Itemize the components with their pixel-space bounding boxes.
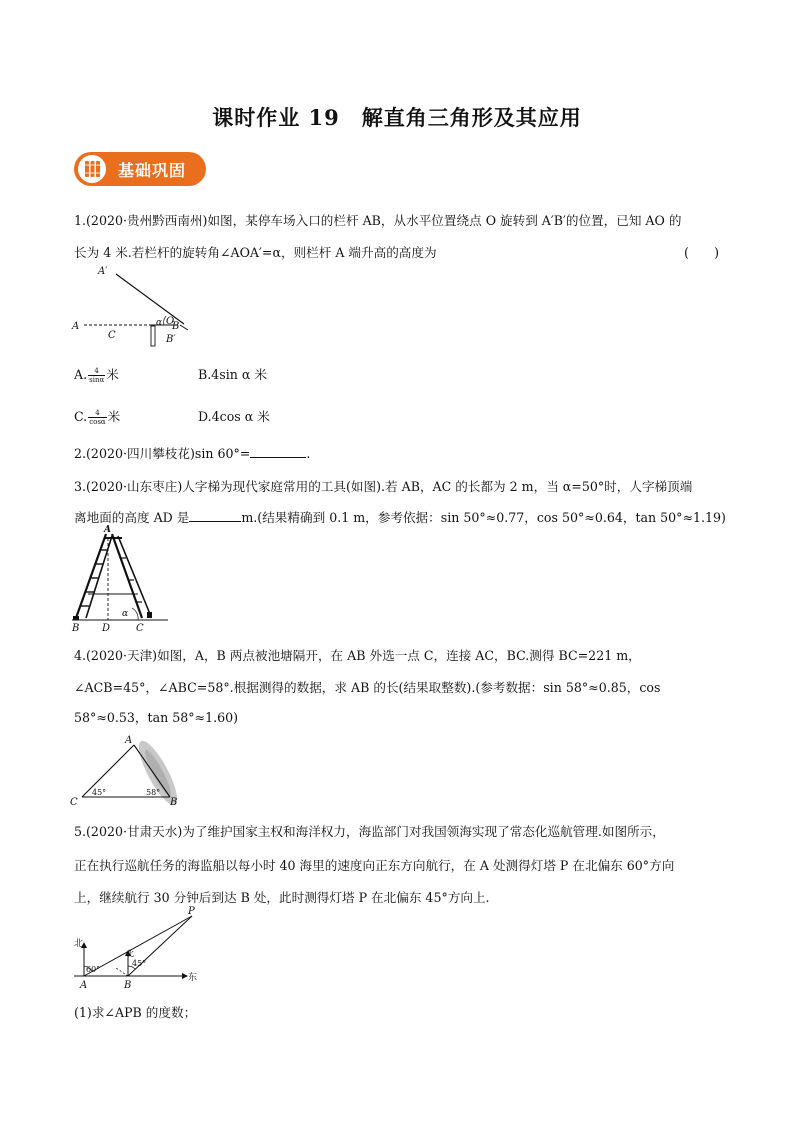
q3-answer-blank[interactable] (189, 509, 241, 522)
q5-figure (70, 906, 210, 991)
q5-label-a: A (80, 980, 88, 991)
q1-label-o: O (166, 316, 175, 327)
q4-figure (70, 733, 190, 808)
q1-option-a: A. $\frac{4}{\sin\alpha}$ 米 (74, 367, 119, 384)
section-banner-label: 基础巩固 (118, 161, 187, 180)
section-banner (74, 152, 206, 186)
q1-label-a: A (72, 321, 80, 332)
q3-line1: 3.(2020·山东枣庄)人字梯为现代家庭常用的工具(如图).若 AB，AC 的长都为 2 m，当 α=50°时，人字梯顶端 (74, 479, 693, 494)
q1-line1: 1.(2020·贵州黔西南州)如图，某停车场入口的栏杆 AB，从水平位置绕点 O 旋转到 A′B′的位置，已知 AO 的 (74, 213, 682, 228)
q3-label-b: B (72, 623, 80, 634)
q5-sub1: (1)求∠APB 的度数； (74, 1005, 197, 1020)
q2-answer-blank[interactable] (250, 445, 306, 458)
q5-line3: 上，继续航行 30 分钟后到达 B 处，此时测得灯塔 P 在北偏东 45°方向上. (74, 890, 490, 905)
q1-figure (70, 264, 190, 354)
q4-angle-c: 45° (92, 788, 107, 797)
q1-label-c: C (108, 330, 116, 341)
q1-option-b: B.4sin α 米 (198, 367, 267, 382)
q4-label-b: B (170, 797, 178, 808)
q5-label-p: P (188, 906, 195, 917)
q1-answer-paren: ( ) (684, 245, 720, 260)
page-title: 课时作业 19 解直角三角形及其应用 (212, 105, 582, 130)
q4-angle-b: 58° (146, 788, 161, 797)
q3-line2: 离地面的高度 AD 是 m.(结果精确到 0.1 m，参考依据：sin 50°≈0.77，cos 50°≈0.64，tan 50°≈1.19) (74, 510, 726, 525)
q3-label-d: D (102, 623, 111, 634)
q3-figure (70, 525, 170, 635)
q5-line2: 正在执行巡航任务的海监船以每小时 40 海里的速度向正东方向航行，在 A 处测得灯塔 P 在北偏东 60°方向 (74, 858, 675, 873)
q5-line1: 5.(2020·甘肃天水)为了维护国家主权和海洋权力，海监部门对我国领海实现了常态化巡航管理.如图所示， (74, 824, 665, 839)
q1-option-c: C. $\frac{4}{\cos\alpha}$ 米 (74, 409, 121, 426)
q3-label-a: A (104, 525, 111, 535)
q1-line2: 长为 4 米.若栏杆的旋转角∠AOA′=α，则栏杆 A 端升高的高度为 (74, 245, 437, 260)
q1-label-b: B (172, 321, 180, 332)
q1-label-a-prime: A′ (98, 266, 108, 277)
q3-label-alpha: α (122, 609, 129, 619)
q5-label-east: 东 (188, 973, 198, 983)
q5-angle-a: 60° (86, 965, 101, 974)
q4-label-c: C (70, 797, 78, 808)
q1-label-b-prime: B′ (166, 334, 176, 345)
q4-label-a: A (125, 735, 133, 746)
q5-label-north-b: 北 (126, 949, 134, 958)
q4-line2: ∠ACB=45°，∠ABC=58°.根据测得的数据，求 AB 的长(结果取整数).(参考数据：sin 58°≈0.85，cos (74, 680, 661, 695)
q3-label-c: C (136, 623, 144, 634)
books-icon (76, 153, 108, 185)
q2-line: 2.(2020·四川攀枝花)sin 60°= . (74, 446, 311, 461)
q5-label-north-a: 北 (74, 939, 84, 949)
q1-label-alpha: α (156, 318, 163, 328)
q4-line1: 4.(2020·天津)如图，A，B 两点被池塘隔开，在 AB 外选一点 C，连接 AC，BC.测得 BC=221 m， (74, 648, 641, 663)
q5-angle-b: 45° (132, 959, 147, 968)
q1-option-d: D.4cos α 米 (198, 409, 270, 424)
q5-label-b: B (124, 980, 132, 991)
q4-line3: 58°≈0.53，tan 58°≈1.60) (74, 710, 239, 725)
